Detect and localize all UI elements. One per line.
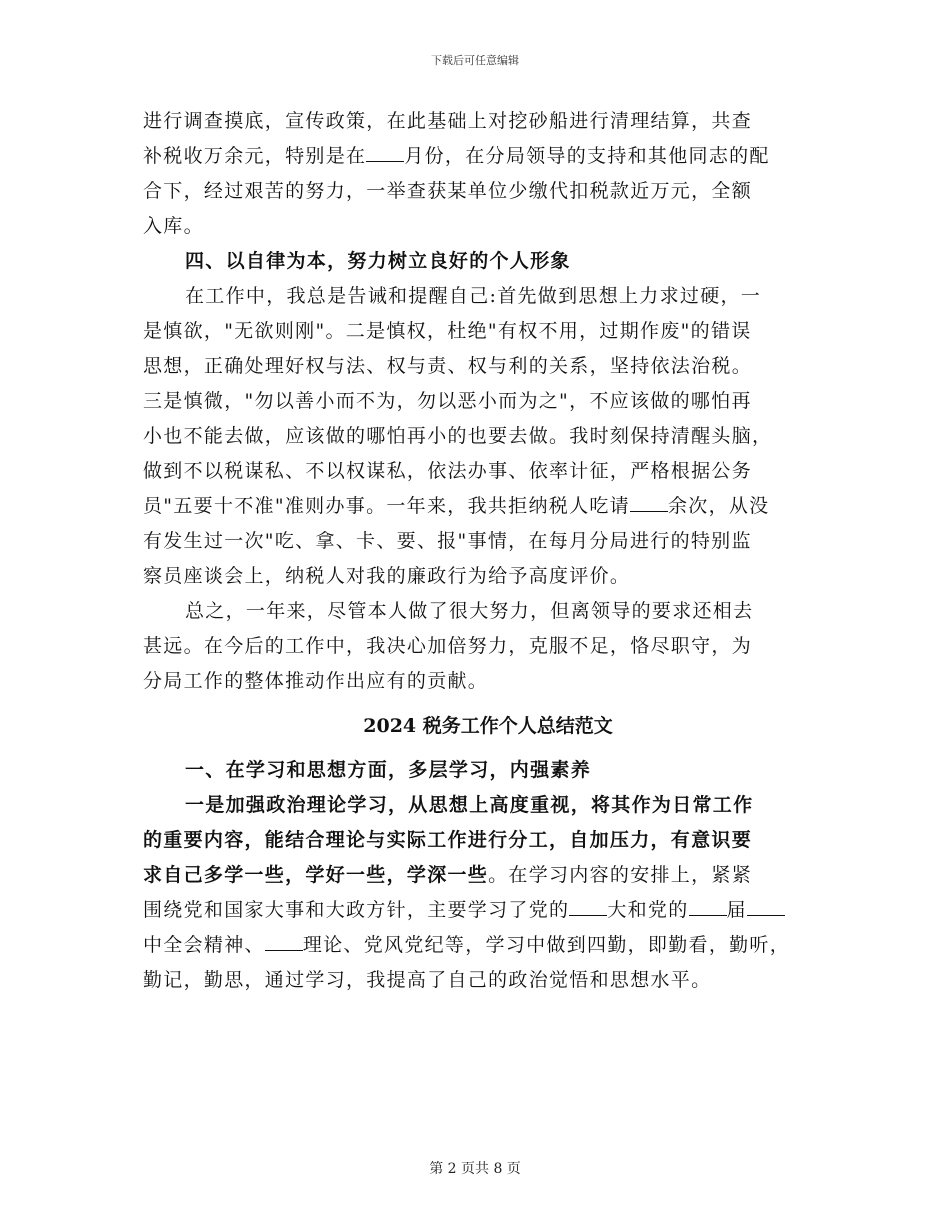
text-line: 小也不能去做，应该做的哪怕再小的也要去做。我时刻保持清醒头脑，: [143, 425, 773, 447]
blank-underline: [747, 893, 785, 916]
blank-underline: [630, 489, 668, 512]
text-line: 入库。: [143, 215, 204, 237]
text-line: 思想，正确处理好权与法、权与责、权与利的关系，坚持依法治税。: [143, 355, 753, 377]
text-line: 求自己多学一些，学好一些，学深一些。在学习内容的安排上，紧紧: [143, 864, 753, 886]
section-heading-4: 四、以自律为本，努力树立良好的个人形象: [185, 250, 571, 272]
text-line: 进行调查摸底，宣传政策，在此基础上对挖砂船进行清理结算，共查: [143, 110, 753, 132]
page-header: 下载后可任意编辑: [431, 54, 519, 67]
blank-underline: [689, 893, 727, 916]
text-line: 有发生过一次"吃、拿、卡、要、报"事情，在每月分局进行的特别监: [143, 530, 752, 552]
text-line: 察员座谈会上，纳税人对我的廉政行为给予高度评价。: [143, 565, 631, 587]
text-line: 的重要内容，能结合理论与实际工作进行分工，自加压力，有意识要: [143, 829, 753, 851]
blank-underline: [265, 928, 303, 951]
text-line: 做到不以税谋私、不以权谋私，依法办事、依率计征，严格根据公务: [143, 460, 753, 482]
text-line: 围绕党和国家大事和大政方针，主要学习了党的 大和党的 届: [143, 893, 833, 928]
text-line: 分局工作的整体推动作出应有的贡献。: [143, 670, 489, 692]
text-line: 一是加强政治理论学习，从思想上高度重视，将其作为日常工作: [185, 794, 754, 816]
text-line: 是慎欲，"无欲则刚"。二是慎权，杜绝"有权不用，过期作废"的错误: [143, 320, 752, 342]
section-heading-1: 一、在学习和思想方面，多层学习，内强素养: [185, 759, 592, 781]
text-line: 甚远。在今后的工作中，我决心加倍努力，克服不足，恪尽职守，为: [143, 635, 753, 657]
text-line: 三是慎微，"勿以善小而不为，勿以恶小而为之"，不应该做的哪怕再: [143, 390, 752, 412]
text-line: 勤记，勤思，通过学习，我提高了自己的政治觉悟和思想水平。: [143, 969, 712, 991]
text-line: 补税收万余元，特别是在 月份，在分局领导的支持和其他同志的配: [143, 139, 833, 174]
text-line: 员"五要十不准"准则办事。一年来，我共拒纳税人吃请 余次，从没: [143, 489, 833, 524]
text-line: 在工作中，我总是告诫和提醒自己:首先做到思想上力求过硬，一: [185, 285, 762, 307]
document-body: [143, 104, 833, 998]
text-line: 中全会精神、 理论、党风党纪等，学习中做到四勤，即勤看，勤听，: [143, 928, 833, 963]
text-line: 合下，经过艰苦的努力，一举查获某单位少缴代扣税款近万元，全额: [143, 180, 753, 202]
blank-underline: [569, 893, 607, 916]
blank-underline: [366, 139, 404, 162]
document-title: 2024 税务工作个人总结范文: [363, 715, 613, 737]
text-line: 总之，一年来，尽管本人做了很大努力，但离领导的要求还相去: [185, 600, 754, 622]
page-footer: 第 2 页共 8 页: [429, 1161, 521, 1177]
